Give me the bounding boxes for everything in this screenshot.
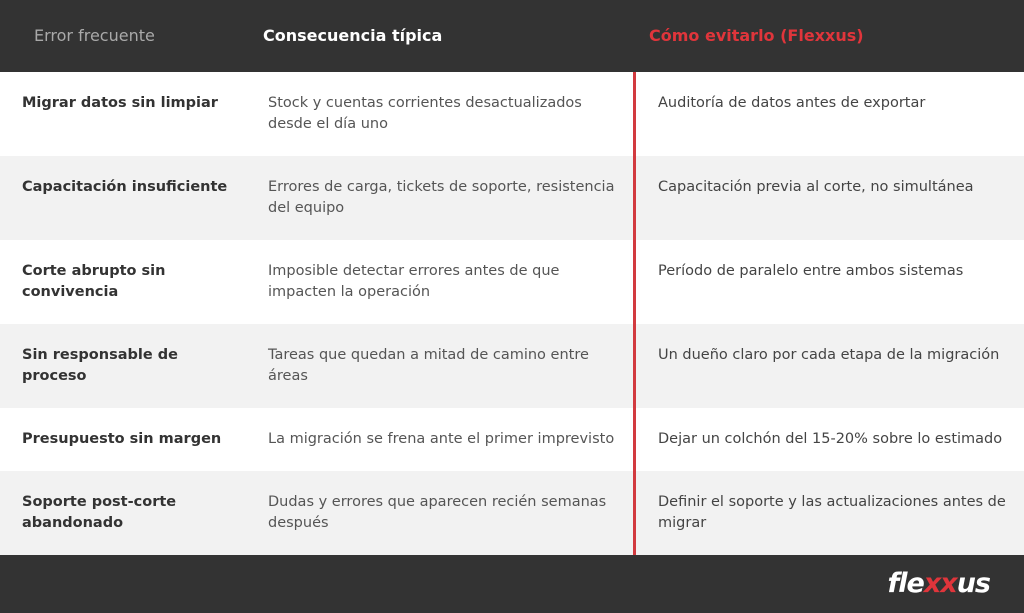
avoid-cell: Auditoría de datos antes de exportar: [658, 95, 926, 111]
consequence-cell: Stock y cuentas corrientes desactualizados desde el día uno: [268, 95, 582, 132]
column-divider: [633, 72, 636, 555]
avoid-cell: Período de paralelo entre ambos sistemas: [658, 263, 964, 279]
consequence-cell: Dudas y errores que aparecen recién semanas después: [268, 494, 607, 531]
table-row: [0, 471, 1024, 555]
table-header: [0, 0, 1024, 72]
error-cell: Sin responsable de proceso: [22, 347, 178, 384]
table-body: [0, 72, 1024, 555]
table-row: [0, 324, 1024, 408]
avoid-cell: Capacitación previa al corte, no simultánea: [658, 179, 974, 195]
header-avoid: Cómo evitarlo (Flexxus): [649, 26, 864, 45]
header-error: Error frecuente: [34, 26, 155, 45]
error-cell: Soporte post-corte abandonado: [22, 494, 177, 531]
avoid-cell: Un dueño claro por cada etapa de la migración: [658, 347, 1000, 363]
avoid-cell: Dejar un colchón del 15-20% sobre lo estimado: [658, 431, 1003, 447]
error-cell: Corte abrupto sin convivencia: [22, 263, 166, 300]
consequence-cell: Errores de carga, tickets de soporte, resistencia del equipo: [268, 179, 615, 216]
table-row: [0, 156, 1024, 240]
error-cell: Presupuesto sin margen: [22, 431, 222, 447]
table-row: [0, 72, 1024, 156]
avoid-cell: Definir el soporte y las actualizaciones antes de migrar: [658, 494, 1006, 531]
consequence-cell: Tareas que quedan a mitad de camino entre áreas: [268, 347, 589, 384]
logo-text-start: fle: [887, 568, 924, 599]
table-row: [0, 408, 1024, 471]
table-row: [0, 240, 1024, 324]
logo-text-xx: xx: [923, 568, 957, 599]
flexxus-logo: [888, 567, 990, 601]
table-footer: [0, 555, 1024, 613]
consequence-cell: La migración se frena ante el primer imprevisto: [268, 431, 615, 447]
header-consequence: Consecuencia típica: [263, 26, 443, 45]
consequence-cell: Imposible detectar errores antes de que impacten la operación: [268, 263, 560, 300]
error-cell: Capacitación insuficiente: [22, 179, 228, 195]
logo-text-end: us: [956, 568, 990, 599]
error-cell: Migrar datos sin limpiar: [22, 95, 218, 111]
